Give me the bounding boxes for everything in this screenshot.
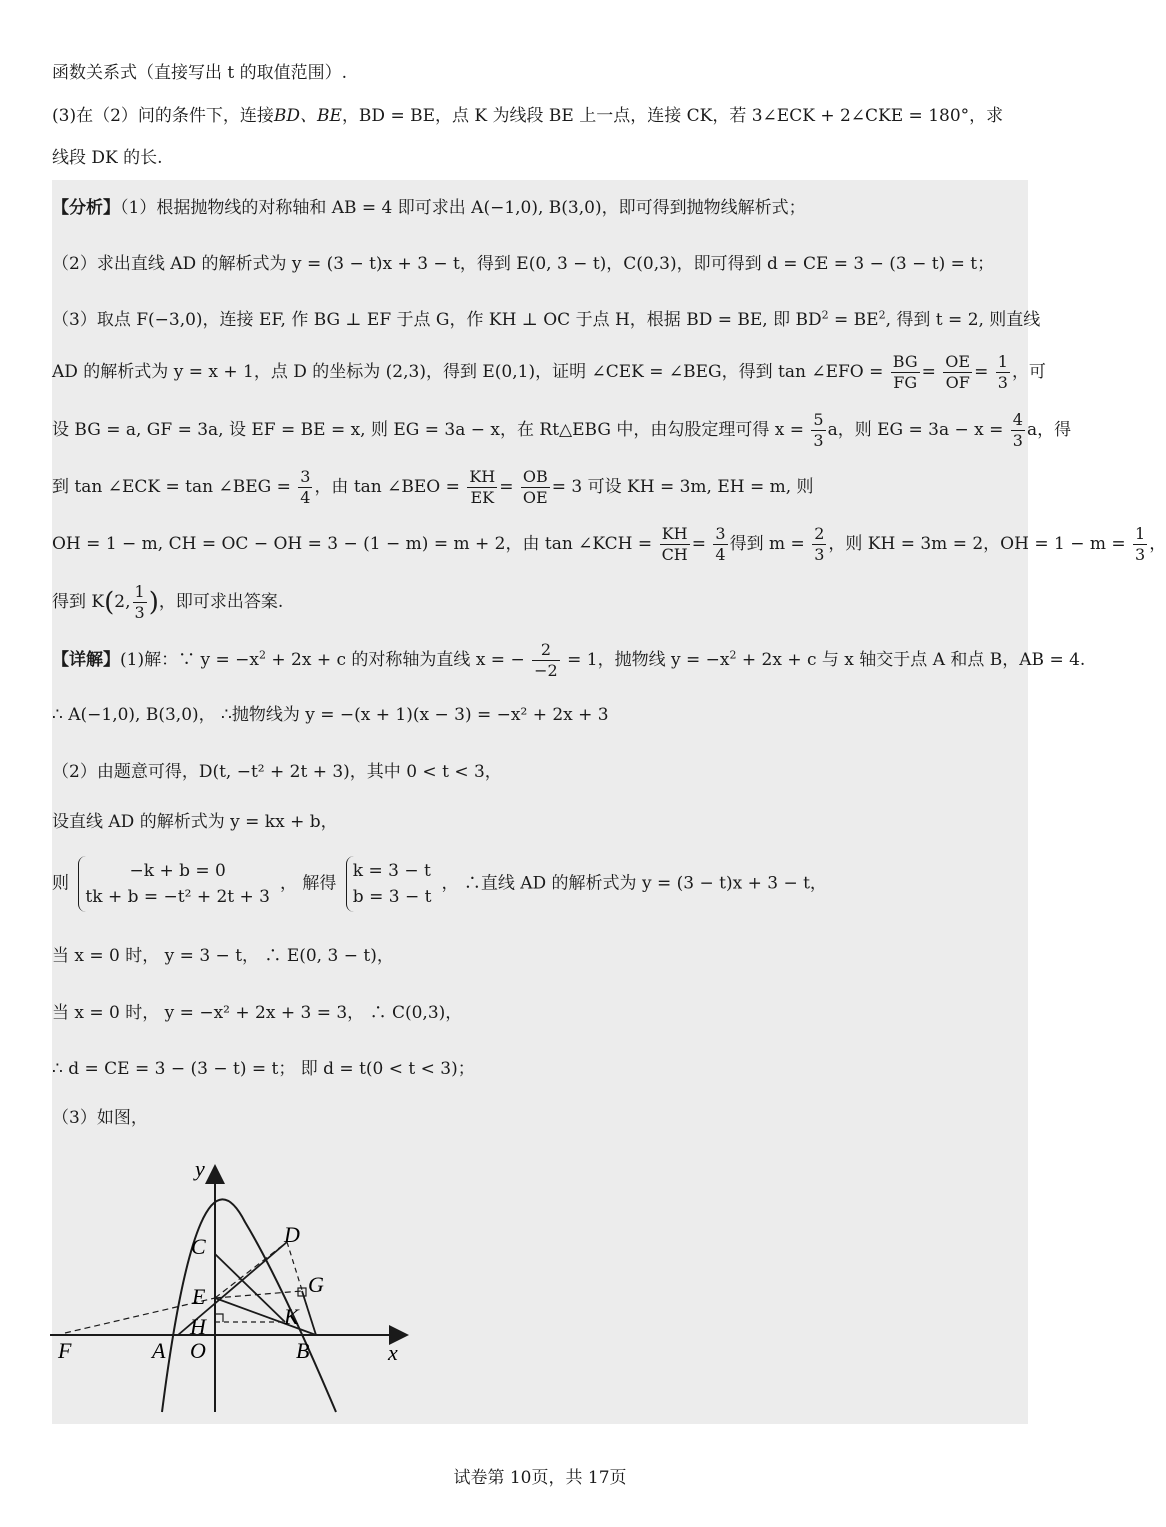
analysis-p6: 到 tan ∠ECK = tan ∠BEG = $\frac{3}{4}$ ，由 tan ∠BEO = $\frac{KH}{EK}$ = $\frac{OB}{OE}$ = 3 可设 KH = 3m, EH = m, 则 (52, 467, 814, 507)
label-b: B (296, 1338, 310, 1363)
detail-p8: ∴ d = CE = 3 − (3 − t) = t； 即 d = t(0 < t < 3)； (52, 1059, 475, 1079)
label-c: C (191, 1234, 206, 1259)
label-x: x (388, 1340, 398, 1365)
geometry-figure (40, 1150, 420, 1420)
detail-p2: ∴ A(−1,0), B(3,0)， ∴抛物线为 y = −(x + 1)(x − 3) = −x² + 2x + 3 (52, 705, 609, 725)
frac-two-third: $\frac{2}{3}$ (814, 524, 825, 564)
question-line-0: 函数关系式（直接写出 t 的取值范围）. (52, 63, 348, 83)
analysis-p3: （3）取点 F(−3,0)，连接 EF, 作 BG ⊥ EF 于点 G，作 KH ⊥ OC 于点 H，根据 BD = BE, 即 $BD^2 = BE^2$, 得到 t = 2, 则直线 (52, 308, 1041, 330)
frac-one-third-b: $\frac{1}{3}$ (1135, 524, 1146, 564)
frac-three-four: $\frac{3}{4}$ (300, 467, 311, 507)
frac-five-third: $\frac{5}{3}$ (813, 410, 824, 450)
frac-bg-fg: $\frac{BG}{FG}$ (892, 352, 918, 392)
detail-p5: 则 −k + b = 0 tk + b = −t² + 2t + 3 ， 解得 k = 3 − t b = 3 − t ， ∴直线 AD 的解析式为 y = (3 − t)x + 3 − t， (52, 856, 827, 912)
question-line-2: 线段 DK 的长. (52, 148, 163, 168)
detail-p1: 【详解】(1)解：∵ $y = -x^2 + 2x + c$ 的对称轴为直线 x = − $\frac{2}{-2}$ = 1，抛物线 $y = -x^2 + 2x + c$ 与 x 轴交于点 A 和点 B，AB = 4. (52, 640, 1086, 680)
equation-system: −k + b = 0 tk + b = −t² + 2t + 3 (78, 856, 276, 912)
frac-kh-ek: $\frac{KH}{EK}$ (469, 467, 496, 507)
detail-p6: 当 x = 0 时， y = 3 − t， ∴ E(0, 3 − t)， (52, 946, 394, 966)
solution-system: k = 3 − t b = 3 − t (346, 856, 438, 912)
frac-ob-oe: $\frac{OB}{OE}$ (522, 467, 548, 507)
label-h: H (190, 1314, 206, 1339)
right-angle-h (215, 1314, 223, 1322)
frac-kh-ch: $\frac{KH}{CH}$ (661, 524, 688, 564)
label-a: A (152, 1338, 166, 1363)
analysis-p8: 得到 K(2, $\frac{1}{3}$ )，即可求出答案. (52, 582, 284, 622)
frac-k-y: $\frac{1}{3}$ (134, 582, 145, 622)
analysis-p1: 【分析】（1）根据抛物线的对称轴和 AB = 4 即可求出 A(−1,0), B(3,0)，即可得到抛物线解析式； (52, 198, 806, 218)
line-bg (302, 1291, 316, 1335)
frac-two-negtwo: $\frac{2}{-2}$ (534, 640, 558, 680)
question-line-1: (3)在（2）问的条件下，连接BD、BE，BD = BE，点 K 为线段 BE 上一点，连接 CK，若 3∠ECK + 2∠CKE = 180°，求 (52, 106, 1004, 126)
line-ck (215, 1254, 285, 1322)
frac-one-third: $\frac{1}{3}$ (997, 352, 1008, 392)
analysis-p5: 设 BG = a, GF = 3a, 设 EF = BE = x, 则 EG = 3a − x，在 Rt△EBG 中，由勾股定理可得 x = $\frac{5}{3}$ a，则 EG = 3a − x = $\frac{4}{3}$ a，得 (52, 410, 1072, 450)
label-g: G (308, 1272, 324, 1297)
analysis-p4: AD 的解析式为 y = x + 1，点 D 的坐标为 (2,3)，得到 E(0,1)，证明 ∠CEK = ∠BEG，得到 tan ∠EFO = $\frac{BG}{FG}$ = $\frac{OE}{OF}$ = $\frac{1}{3}$ ，可 (52, 352, 1046, 392)
parabola (162, 1199, 336, 1412)
label-f: F (58, 1338, 72, 1363)
frac-four-third: $\frac{4}{3}$ (1012, 410, 1023, 450)
frac-oe-of: $\frac{OE}{OF}$ (945, 352, 971, 392)
detail-p9: （3）如图， (52, 1108, 148, 1128)
label-y: y (195, 1156, 205, 1181)
detail-p7: 当 x = 0 时， y = −x² + 2x + 3 = 3， ∴ C(0,3)， (52, 1003, 463, 1023)
frac-three-four-b: $\frac{3}{4}$ (715, 524, 726, 564)
analysis-p2: （2）求出直线 AD 的解析式为 y = (3 − t)x + 3 − t，得到 E(0, 3 − t)，C(0,3)，即可得到 d = CE = 3 − (3 − t) = t； (52, 254, 995, 274)
label-d: D (284, 1222, 300, 1247)
page-footer: 试卷第 10页，共 17页 (453, 1468, 627, 1488)
label-e: E (192, 1284, 206, 1309)
label-o: O (190, 1338, 206, 1363)
detail-p3: （2）由题意可得，D(t, −t² + 2t + 3)，其中 0 < t < 3， (52, 762, 502, 782)
analysis-p7: OH = 1 − m, CH = OC − OH = 3 − (1 − m) = m + 2，由 tan ∠KCH = $\frac{KH}{CH}$ = $\frac{3}{4}$ 得到 m = $\frac{2}{3}$ ，则 KH = 3m = 2，OH = 1 − m = $\frac{1}{3}$ ， (52, 524, 1166, 564)
label-k: K (284, 1304, 299, 1329)
detail-p4: 设直线 AD 的解析式为 y = kx + b， (52, 812, 338, 832)
